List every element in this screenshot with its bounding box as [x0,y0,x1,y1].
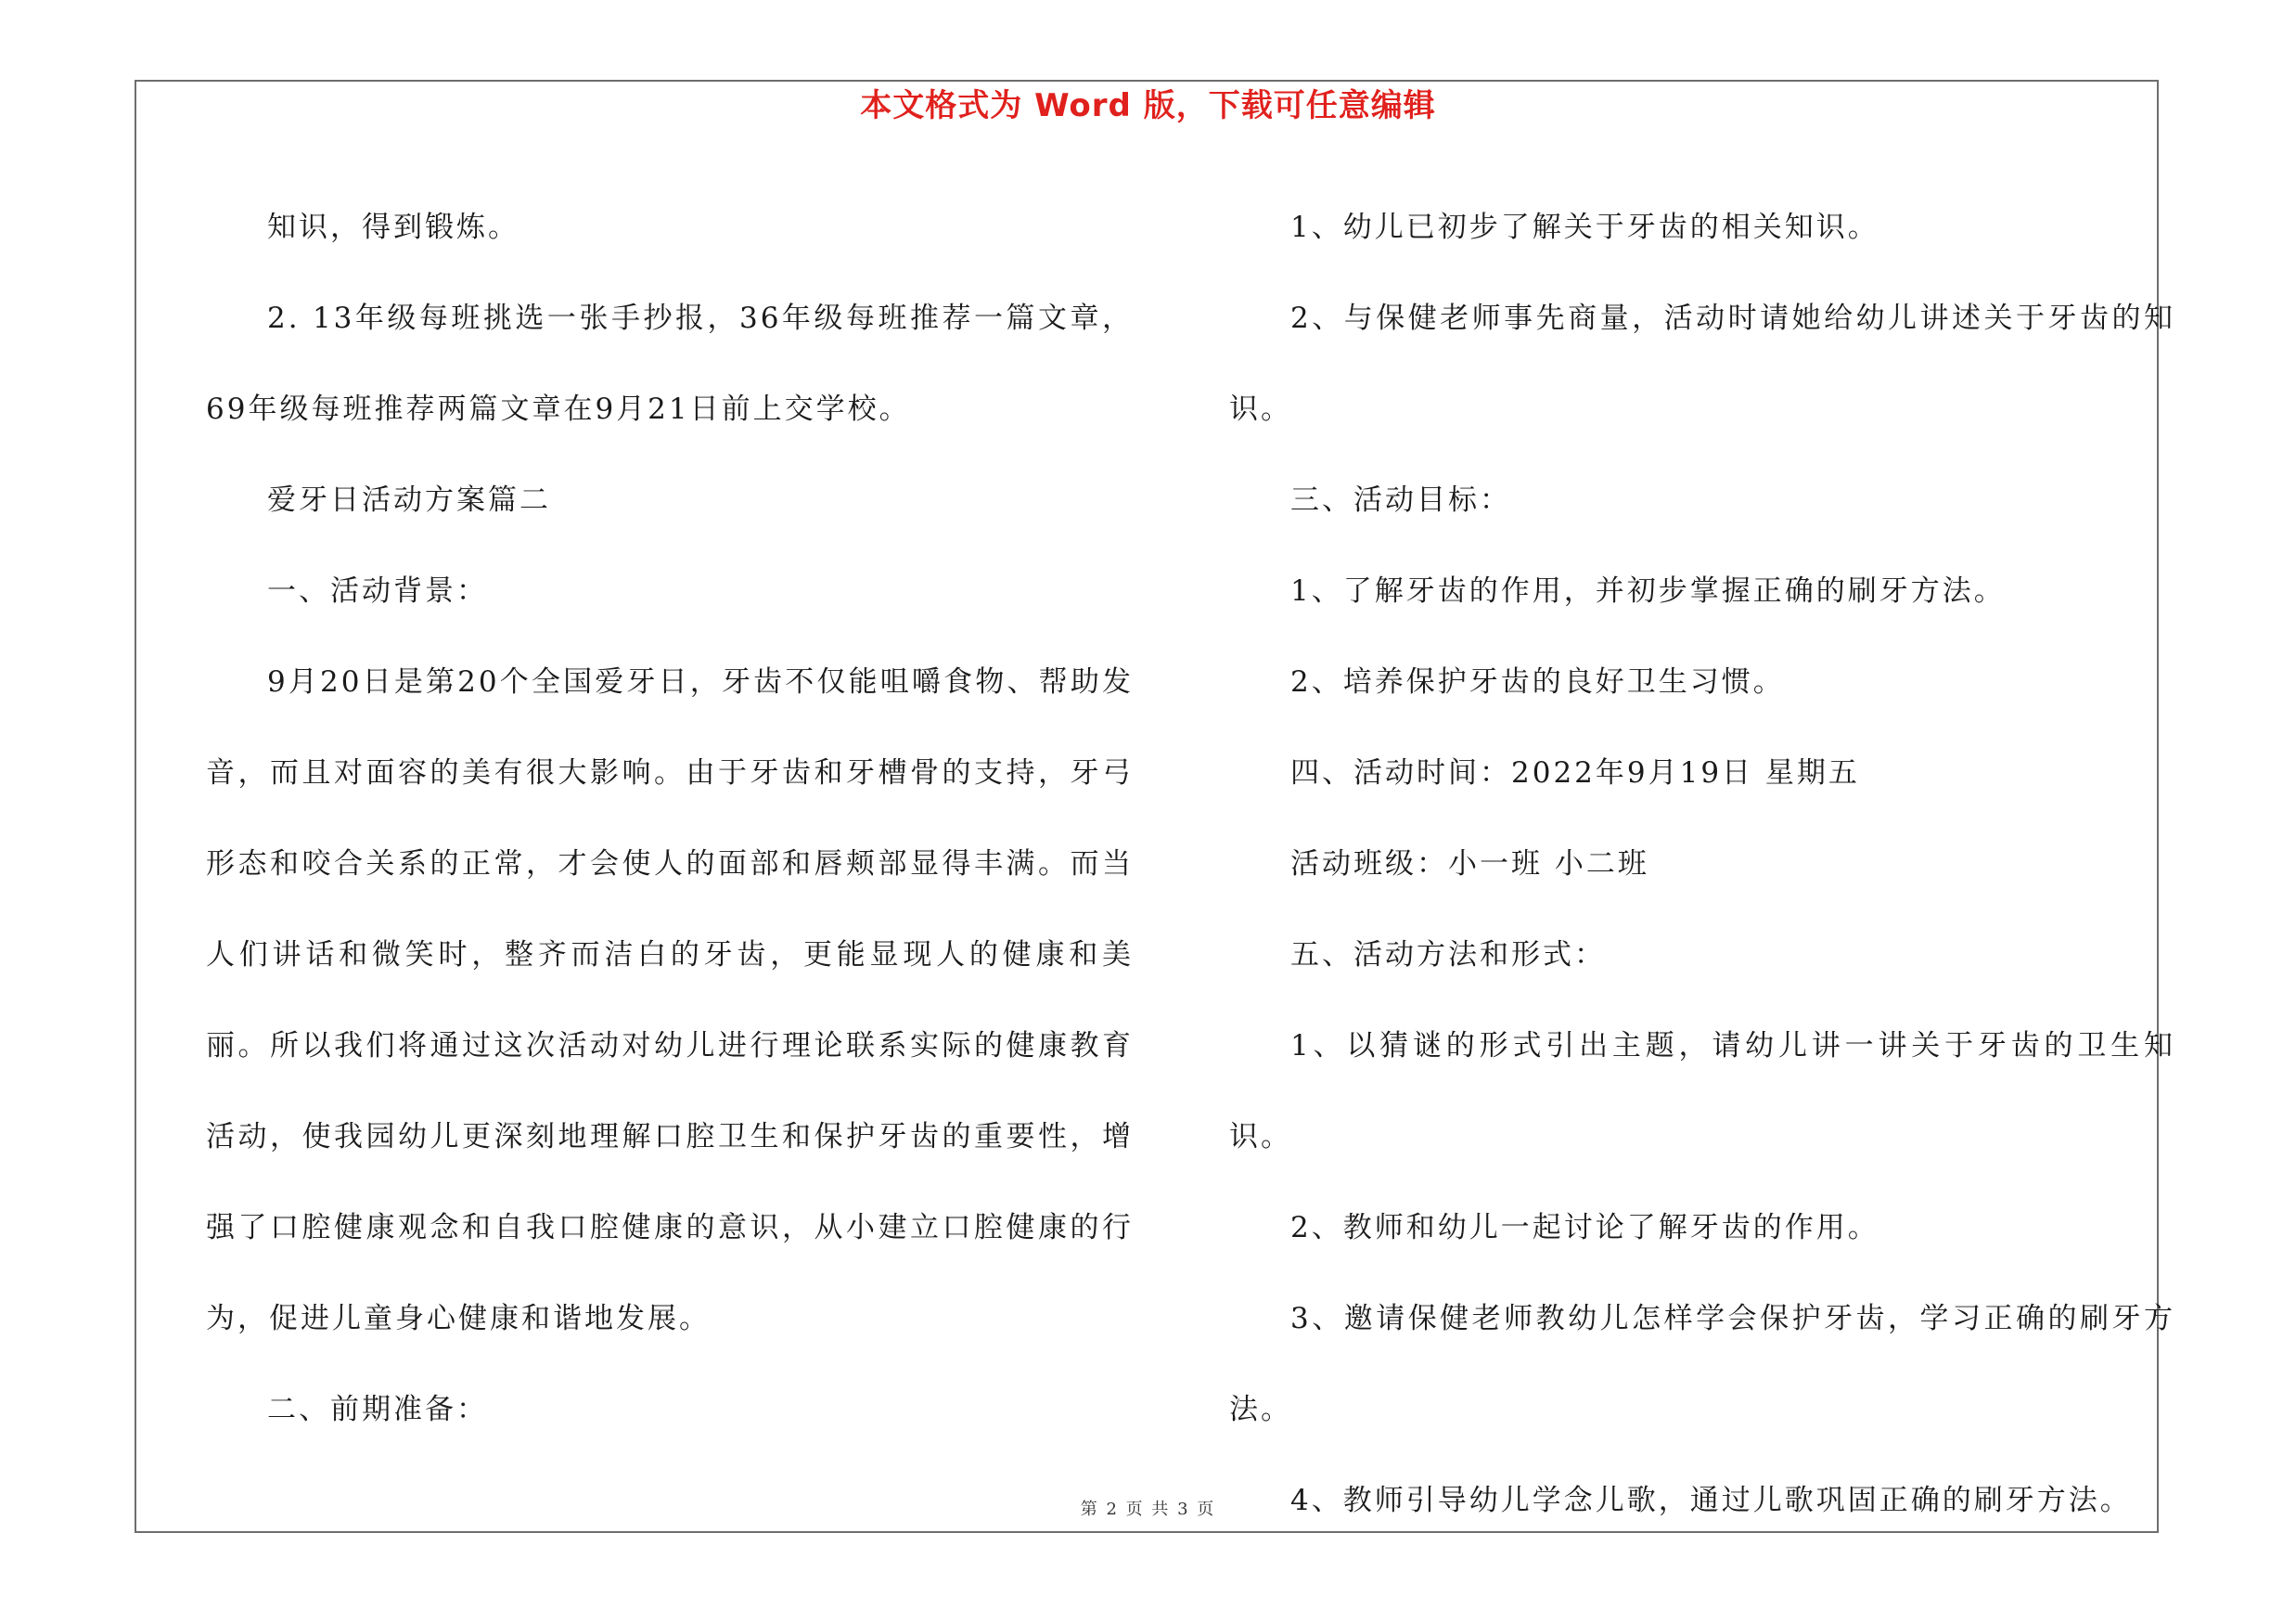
paragraph: 3、邀请保健老师教幼儿怎样学会保护牙齿，学习正确的刷牙方法。 [1229,1302,2175,1426]
page-number-footer: 第 2 页 共 3 页 [1080,1500,1216,1519]
paragraph: 2、与保健老师事先商量，活动时请她给幼儿讲述关于牙齿的知识。 [1229,302,2175,426]
paragraph: 1、以猜谜的形式引出主题，请幼儿讲一讲关于牙齿的卫生知识。 [1229,1029,2175,1153]
paragraph: 2、培养保护牙齿的良好卫生习惯。 [1290,665,1785,699]
section-heading: 爱牙日活动方案篇二 [267,483,551,517]
paragraph: 1、幼儿已初步了解关于牙齿的相关知识。 [1290,211,1879,244]
right-column [1229,182,2175,1546]
paragraph: 2. 13年级每班挑选一张手抄报，36年级每班推荐一篇文章，69年级每班推荐两篇文章在9月21日前上交学校。 [206,302,1134,426]
paragraph: 1、了解牙齿的作用，并初步掌握正确的刷牙方法。 [1290,574,2006,608]
section-heading: 五、活动方法和形式： [1290,938,1606,972]
paragraph: 9月20日是第20个全国爱牙日，牙齿不仅能咀嚼食物、帮助发音，而且对面容的美有很大影响。由于牙齿和牙槽骨的支持，牙弓形态和咬合关系的正常，才会使人的面部和唇颊部显得丰满。而当人们讲话和微笑时，整齐而洁白的牙齿，更能显现人的健康和美丽。所以我们将通过这次活动对幼儿进行理论联系实际的健康教育活动，使我园幼儿更深刻地理解口腔卫生和保护牙齿的重要性，增强了口腔健康观念和自我口腔健康的意识，从小建立口腔健康的行为，促进儿童身心健康和谐地发展。 [206,665,1134,1335]
paragraph: 知识，得到锻炼。 [267,211,519,244]
format-notice-banner: 本文格式为 Word 版，下载可任意编辑 [860,87,1436,124]
paragraph: 2、教师和幼儿一起讨论了解牙齿的作用。 [1290,1211,1879,1244]
paragraph: 4、教师引导幼儿学念儿歌，通过儿歌巩固正确的刷牙方法。 [1290,1484,2132,1517]
left-column [206,182,1134,1455]
paragraph: 活动班级：小一班 小二班 [1290,847,1649,881]
section-heading: 二、前期准备： [267,1393,488,1426]
section-heading: 四、活动时间：2022年9月19日 星期五 [1290,756,1860,790]
section-heading: 三、活动目标： [1290,483,1511,517]
section-heading: 一、活动背景： [267,574,488,608]
